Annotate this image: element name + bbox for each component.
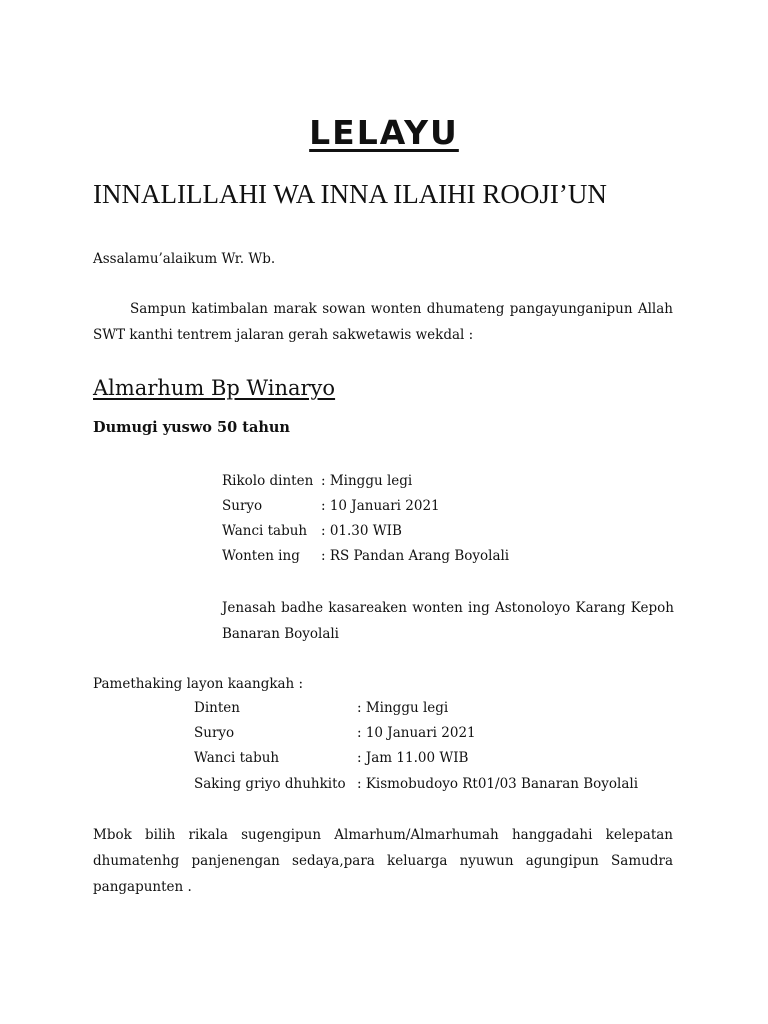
- detail-value: : Jam 11.00 WIB: [357, 750, 469, 766]
- detail-value: : Kismobudoyo Rt01/03 Banaran Boyolali: [357, 776, 639, 792]
- detail-value: : Minggu legi: [321, 473, 413, 489]
- deceased-age: Dumugi yuswo 50 tahun: [93, 419, 290, 436]
- detail-label: Wanci tabuh: [194, 750, 280, 766]
- detail-label: Suryo: [222, 498, 263, 514]
- detail-label: Dinten: [194, 700, 240, 716]
- intro-paragraph: Sampun katimbalan marak sowan wonten dhumateng pangayunganipun Allah SWT kanthi tentrem jalaran gerah sakwetawis wekdal :: [93, 301, 673, 343]
- burial-note: Jenasah badhe kasareaken wonten ing Astonoloyo Karang Kepoh Banaran Boyolali: [222, 600, 674, 642]
- detail-value: : RS Pandan Arang Boyolali: [321, 548, 510, 564]
- detail-label: Wanci tabuh: [222, 523, 308, 539]
- closing-paragraph: Mbok bilih rikala sugengipun Almarhum/Almarhumah hanggadahi kelepatan dhumatenhg panjenengan sedaya,para keluarga nyuwun agungipun Samudra pangapunten .: [93, 827, 673, 895]
- departure-heading: Pamethaking layon kaangkah :: [93, 676, 304, 692]
- deceased-name: Almarhum Bp Winaryo: [93, 376, 336, 400]
- detail-label: Suryo: [194, 725, 235, 741]
- detail-value: : 01.30 WIB: [321, 523, 402, 539]
- document-title: LELAYU: [309, 113, 459, 152]
- detail-value: : 10 Januari 2021: [357, 725, 476, 741]
- heading: INNALILLAHI WA INNA ILAIHI ROOJI’UN: [93, 179, 607, 209]
- detail-label: Rikolo dinten: [222, 473, 314, 489]
- detail-label: Wonten ing: [222, 548, 300, 564]
- detail-label: Saking griyo dhuhkito: [194, 776, 346, 792]
- detail-value: : Minggu legi: [357, 700, 449, 716]
- detail-value: : 10 Januari 2021: [321, 498, 440, 514]
- greeting: Assalamu’alaikum Wr. Wb.: [93, 251, 276, 267]
